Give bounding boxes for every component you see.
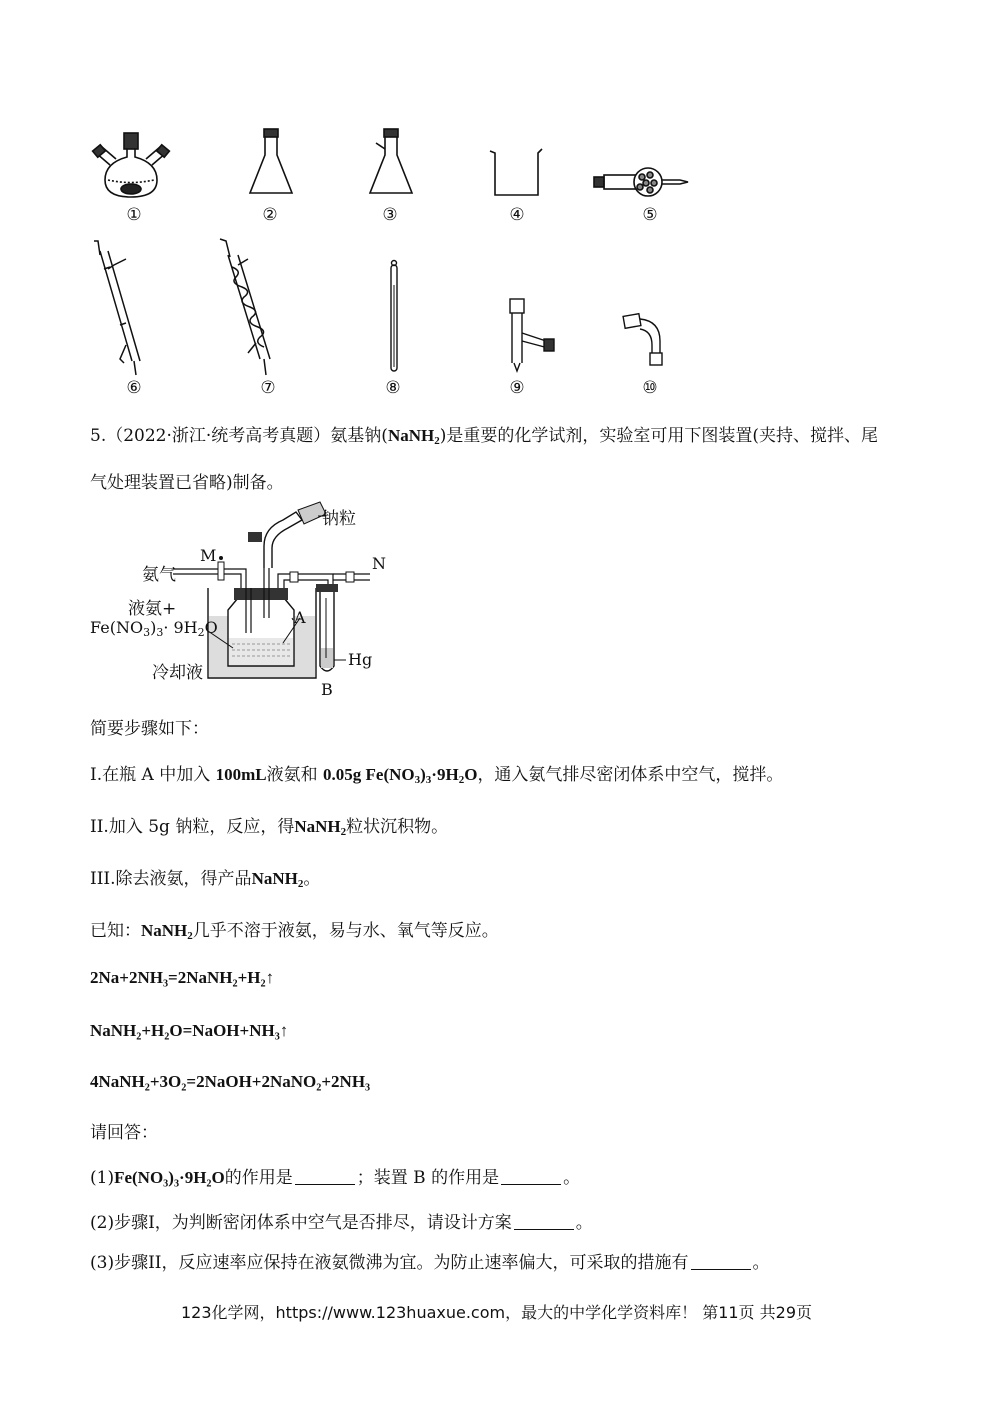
bent-adapter-icon: [623, 314, 662, 365]
question-2: (2)步骤I，为判断密闭体系中空气是否排尽，请设计方案 。: [90, 1213, 593, 1233]
intro-text-end: )是重要的化学试剂，实验室可用下图装置(夹持、搅拌、尾: [439, 426, 878, 446]
step-1: I.在瓶 A 中加入 100mL液氨和 0.05g $Fe(NO_3)_3\cdot 9H_2O$，通入氨气排尽密闭体系中空气，搅拌。: [90, 765, 784, 786]
label-Hg: Hg: [348, 650, 373, 669]
apparatus-label-4: ④: [509, 205, 525, 225]
label-ammonia: 氨气: [142, 565, 176, 585]
coiled-condenser-icon: [220, 239, 270, 375]
answer-blank-2[interactable]: [514, 1213, 574, 1230]
label-N: N: [372, 554, 386, 573]
label-B: B: [321, 680, 333, 699]
step-2: II.加入 5g 钠粒，反应，得NaNH$_2$粒状沉积物。: [90, 817, 449, 838]
apparatus-label-3: ③: [382, 205, 398, 225]
label-fe-salt: $Fe(NO_3)_3\cdot 9H_2O$: [90, 618, 218, 639]
answer-blank-3[interactable]: [691, 1253, 751, 1270]
intro-formula: NaNH$_2$: [387, 426, 440, 447]
apparatus-label-2: ②: [262, 205, 278, 225]
page-footer: 123化学网，https://www.123huaxue.com，最大的中学化学资料库！ 第11页 共29页: [181, 1303, 812, 1322]
equation-2: NaNH₂+H₂O=NaOH+NH₃↑: [90, 1021, 289, 1040]
beaker-icon: [490, 149, 542, 195]
apparatus-row-2: [80, 235, 700, 380]
question-intro-line-2: 气处理装置已省略)制备。: [90, 473, 284, 493]
label-M: M: [200, 546, 217, 565]
apparatus-label-10: ⑩: [642, 378, 658, 398]
reaction-apparatus-diagram: [88, 498, 388, 703]
answer-blank-1a[interactable]: [295, 1168, 355, 1185]
question-intro-line-1: [90, 421, 878, 447]
label-coolant: 冷却液: [152, 663, 203, 683]
thermometer-icon: [391, 261, 397, 372]
apparatus-label-1: ①: [126, 205, 142, 225]
label-sodium: 钠粒: [322, 509, 356, 529]
apparatus-label-6: ⑥: [126, 378, 142, 398]
step-3: III.除去液氨，得产品NaNH$_2$。: [90, 869, 321, 890]
apparatus-label-9: ⑨: [509, 378, 525, 398]
equation-3: 4NaNH₂+3O₂=2NaOH+2NaNO₂+2NH₃: [90, 1072, 371, 1091]
conical-flask-icon: [250, 129, 292, 193]
suction-flask-icon: [370, 129, 412, 193]
three-neck-flask-icon: [93, 133, 170, 197]
equation-1: 2Na+2NH₃=2NaNH₂+H₂↑: [90, 968, 275, 987]
answer-prompt: 请回答：: [90, 1123, 158, 1143]
known-facts: 已知：NaNH$_2$几乎不溶于液氨，易与水、氧气等反应。: [90, 921, 499, 942]
label-A: A: [294, 608, 306, 627]
label-liquid-ammonia: 液氨+: [128, 599, 177, 619]
apparatus-label-7: ⑦: [260, 378, 276, 398]
apparatus-label-8: ⑧: [385, 378, 401, 398]
stopcock-adapter-icon: [510, 299, 554, 371]
straight-condenser-icon: [94, 241, 140, 375]
question-3: (3)步骤II，反应速率应保持在液氨微沸为宜。为防止速率偏大，可采取的措施有 。: [90, 1253, 770, 1273]
question-1: (1)Fe(NO₃)₃·9H₂O的作用是 ；装置 B 的作用是 。: [90, 1168, 581, 1188]
intro-text: 5.（2022·浙江·统考高考真题）氨基钠(: [90, 426, 388, 446]
apparatus-row-1: [80, 125, 720, 205]
steps-heading: 简要步骤如下：: [90, 719, 209, 739]
drying-tube-icon: [594, 168, 688, 196]
apparatus-label-5: ⑤: [642, 205, 658, 225]
answer-blank-1b[interactable]: [501, 1168, 561, 1185]
